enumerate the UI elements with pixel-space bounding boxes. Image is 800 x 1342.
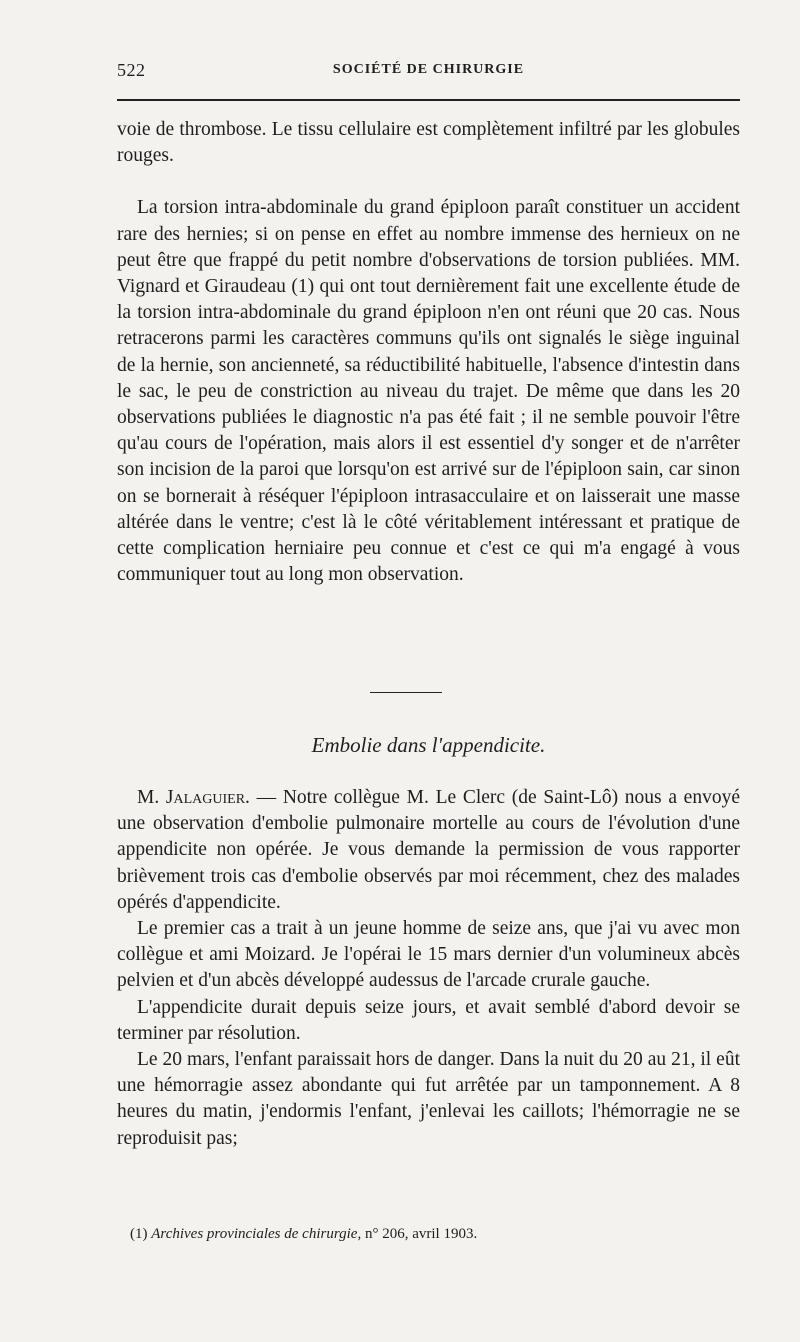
paragraph-jalaguier	[117, 785, 740, 916]
header-rule	[117, 99, 740, 101]
footnote	[130, 1226, 730, 1243]
paragraph-torsion: La torsion intra-abdominale du grand épiploon paraît constituer un accident rare des hernies; si on pense en effet au nombre immense des hernieux on ne peut être que frappé du petit nombre d'observations de torsion publiées. MM. Vignard et Giraudeau (1) qui ont tout dernièrement fait une excellente étude de la torsion intra-abdominale du grand épiploon n'en ont réuni que 20 cas. Nous retracerons parmi les caractères communs qu'ils ont signalés le siège inguinal de la hernie, son ancienneté, sa réductibilité habituelle, l'absence d'intestin dans le sac, le peu de constriction au niveau du trajet. De même que dans les 20 observations publiées le diagnostic n'a pas été fait ; il ne semble pouvoir l'être qu'au cours de l'opération, mais alors il est essentiel d'y songer et de n'arrêter son incision de la paroi que lorsqu'on est arrivé sur de l'épiploon sain, car sinon on se bornerait à réséquer l'épiploon intrasacculaire et on laisserait une masse altérée dans le ventre; c'est là le côté véritablement intéressant et pratique de cette complication herniaire peu connue et c'est ce qui m'a engagé à vous communiquer tout au long mon observation.	[117, 197, 740, 586]
section-text	[117, 785, 740, 1152]
paragraph-jalaguier-text: — Notre collègue M. Le Clerc (de Saint-Lô) nous a envoyé une observation d'embolie pulmonaire mortelle au cours de l'évolution d'une appendicite non opérée. Je vous demande la permission de vous rapporter brièvement trois cas d'embolie observés par moi récemment, chez des malades opérés d'appendicite.	[117, 787, 740, 913]
main-text	[117, 117, 740, 588]
footnote-source: Archives provinciales de chirurgie,	[151, 1226, 362, 1242]
footnote-details: n° 206, avril 1903.	[364, 1226, 478, 1242]
footnote-marker: (1)	[130, 1226, 148, 1242]
page-header	[117, 60, 740, 84]
page-number: 522	[117, 60, 146, 80]
paragraph-appendicitis-duration: L'appendicite durait depuis seize jours, et avait semblé d'abord devoir se terminer par résolution.	[117, 996, 740, 1044]
section-title: Embolie dans l'appendicite.	[311, 733, 546, 757]
section-separator	[370, 692, 442, 693]
speaker-name: M. Jalaguier.	[137, 787, 250, 808]
running-title: SOCIÉTÉ DE CHIRURGIE	[332, 62, 525, 77]
paragraph-first-case: Le premier cas a trait à un jeune homme de seize ans, que j'ai vu avec mon collègue et ami Moizard. Je l'opérai le 15 mars dernier d'un volumineux abcès pelvien et d'un abcès développé audessus de l'arcade crurale gauche.	[117, 918, 740, 992]
paragraph-march-20: Le 20 mars, l'enfant paraissait hors de danger. Dans la nuit du 20 au 21, il eût une hémorragie assez abondante qui fut arrêtée par un tamponnement. A 8 heures du matin, j'endormis l'enfant, j'enlevai les caillots; l'hémorragie ne se reproduisit pas;	[117, 1049, 740, 1149]
paragraph-continuation: voie de thrombose. Le tissu cellulaire est complètement infiltré par les globules rouges.	[117, 119, 740, 167]
